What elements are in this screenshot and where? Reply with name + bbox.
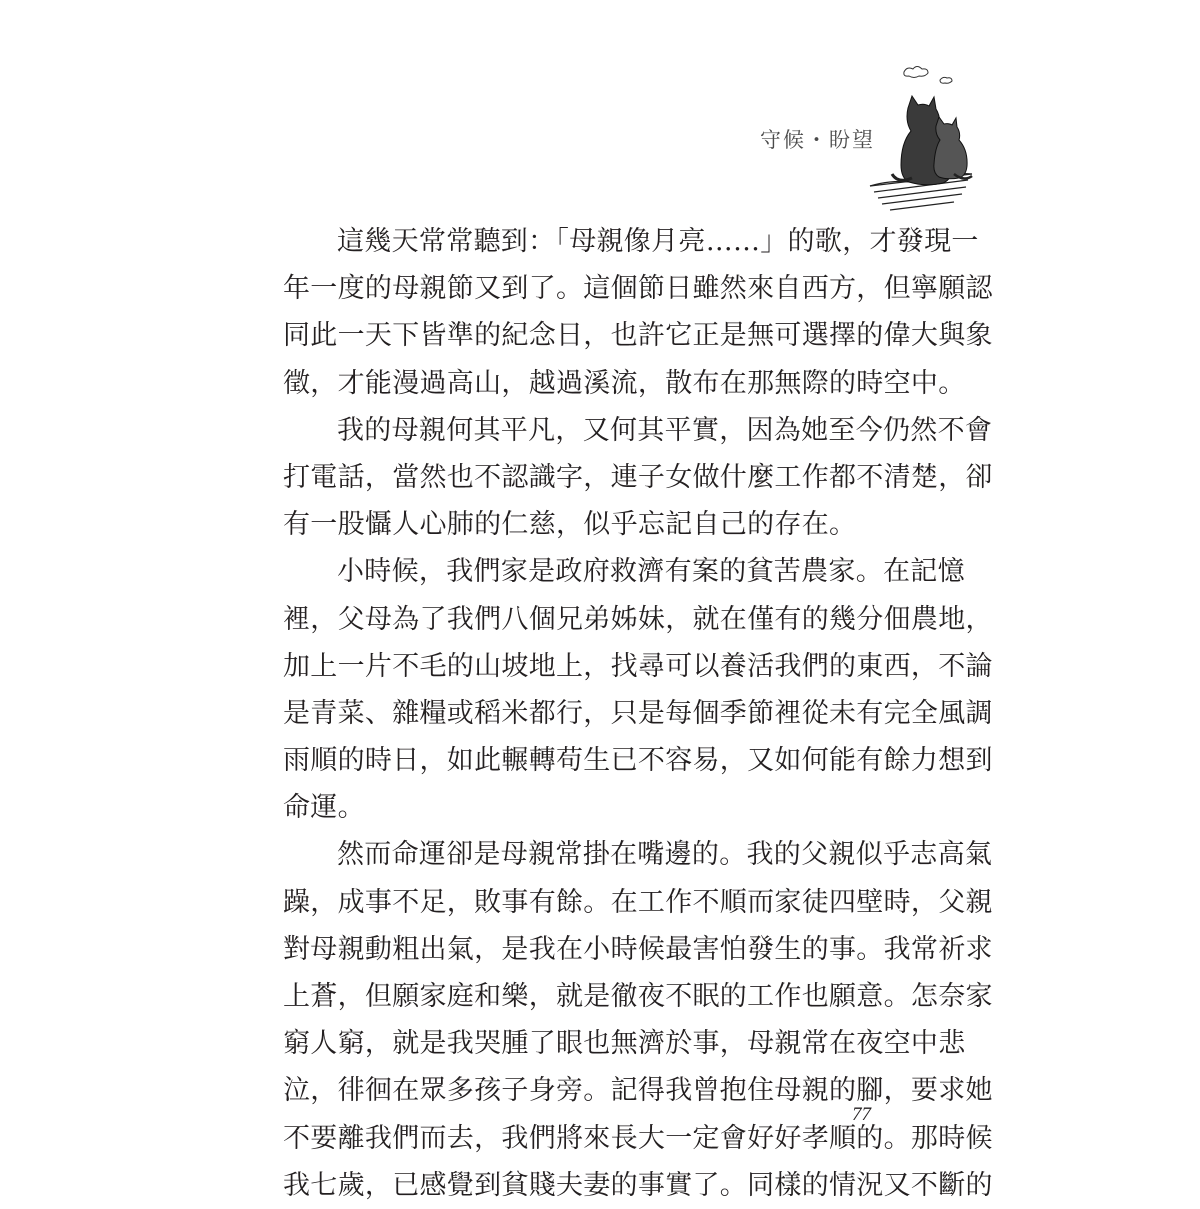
paragraph bbox=[283, 218, 993, 407]
text-line: 這幾天常常聽到：「母親像月亮……」的歌，才發現一 bbox=[337, 226, 979, 257]
text-line: 同此一天下皆準的紀念日，也許它正是無可選擇的偉大與象 bbox=[283, 320, 993, 352]
text-line: 上蒼，但願家庭和樂，就是徹夜不眠的工作也願意。怎奈家 bbox=[283, 981, 993, 1012]
text-line: 不要離我們而去，我們將來長大一定會好好孝順的。那時候 bbox=[283, 1122, 993, 1154]
text-line: 我七歲，已感覺到貧賤夫妻的事實了。同樣的情況又不斷的 bbox=[283, 1169, 993, 1201]
text-line: 對母親動粗出氣，是我在小時候最害怕發生的事。我常祈求 bbox=[283, 933, 993, 965]
paragraph bbox=[283, 407, 993, 549]
cats-illustration-icon bbox=[868, 56, 974, 214]
text-line: 然而命運卻是母親常掛在嘴邊的。我的父親似乎志高氣 bbox=[337, 839, 993, 871]
text-line: 年一度的母親節又到了。這個節日雖然來自西方，但寧願認 bbox=[283, 273, 993, 305]
text-line: 躁，成事不足，敗事有餘。在工作不順而家徒四壁時，父親 bbox=[283, 886, 993, 918]
text-line: 加上一片不毛的山坡地上，找尋可以養活我們的東西，不論 bbox=[283, 650, 993, 682]
text-line: 徵，才能漫過高山，越過溪流，散布在那無際的時空中。 bbox=[283, 367, 966, 399]
text-line: 雨順的時日，如此輾轉苟生已不容易，又如何能有餘力想到 bbox=[283, 745, 993, 777]
chapter-title: 守候・盼望 bbox=[760, 128, 875, 152]
paragraph bbox=[283, 548, 993, 831]
page-number: 77 bbox=[852, 1104, 871, 1125]
paragraph bbox=[283, 831, 993, 1209]
text-line: 小時候，我們家是政府救濟有案的貧苦農家。在記憶 bbox=[337, 556, 965, 588]
body-text bbox=[283, 218, 993, 1209]
text-line: 是青菜、雜糧或稻米都行，只是每個季節裡從未有完全風調 bbox=[283, 697, 993, 729]
text-line: 窮人窮，就是我哭腫了眼也無濟於事，母親常在夜空中悲 bbox=[283, 1028, 966, 1060]
text-line: 我的母親何其平凡，又何其平實，因為她至今仍然不會 bbox=[337, 414, 993, 446]
text-line: 泣，徘徊在眾多孩子身旁。記得我曾抱住母親的腳，要求她 bbox=[283, 1075, 993, 1107]
text-line: 命運。 bbox=[283, 792, 365, 824]
text-line: 有一股懾人心肺的仁慈，似乎忘記自己的存在。 bbox=[283, 509, 857, 541]
text-line: 裡，父母為了我們八個兄弟姊妹，就在僅有的幾分佃農地， bbox=[283, 603, 993, 635]
text-line: 打電話，當然也不認識字，連子女做什麼工作都不清楚，卻 bbox=[283, 461, 993, 493]
